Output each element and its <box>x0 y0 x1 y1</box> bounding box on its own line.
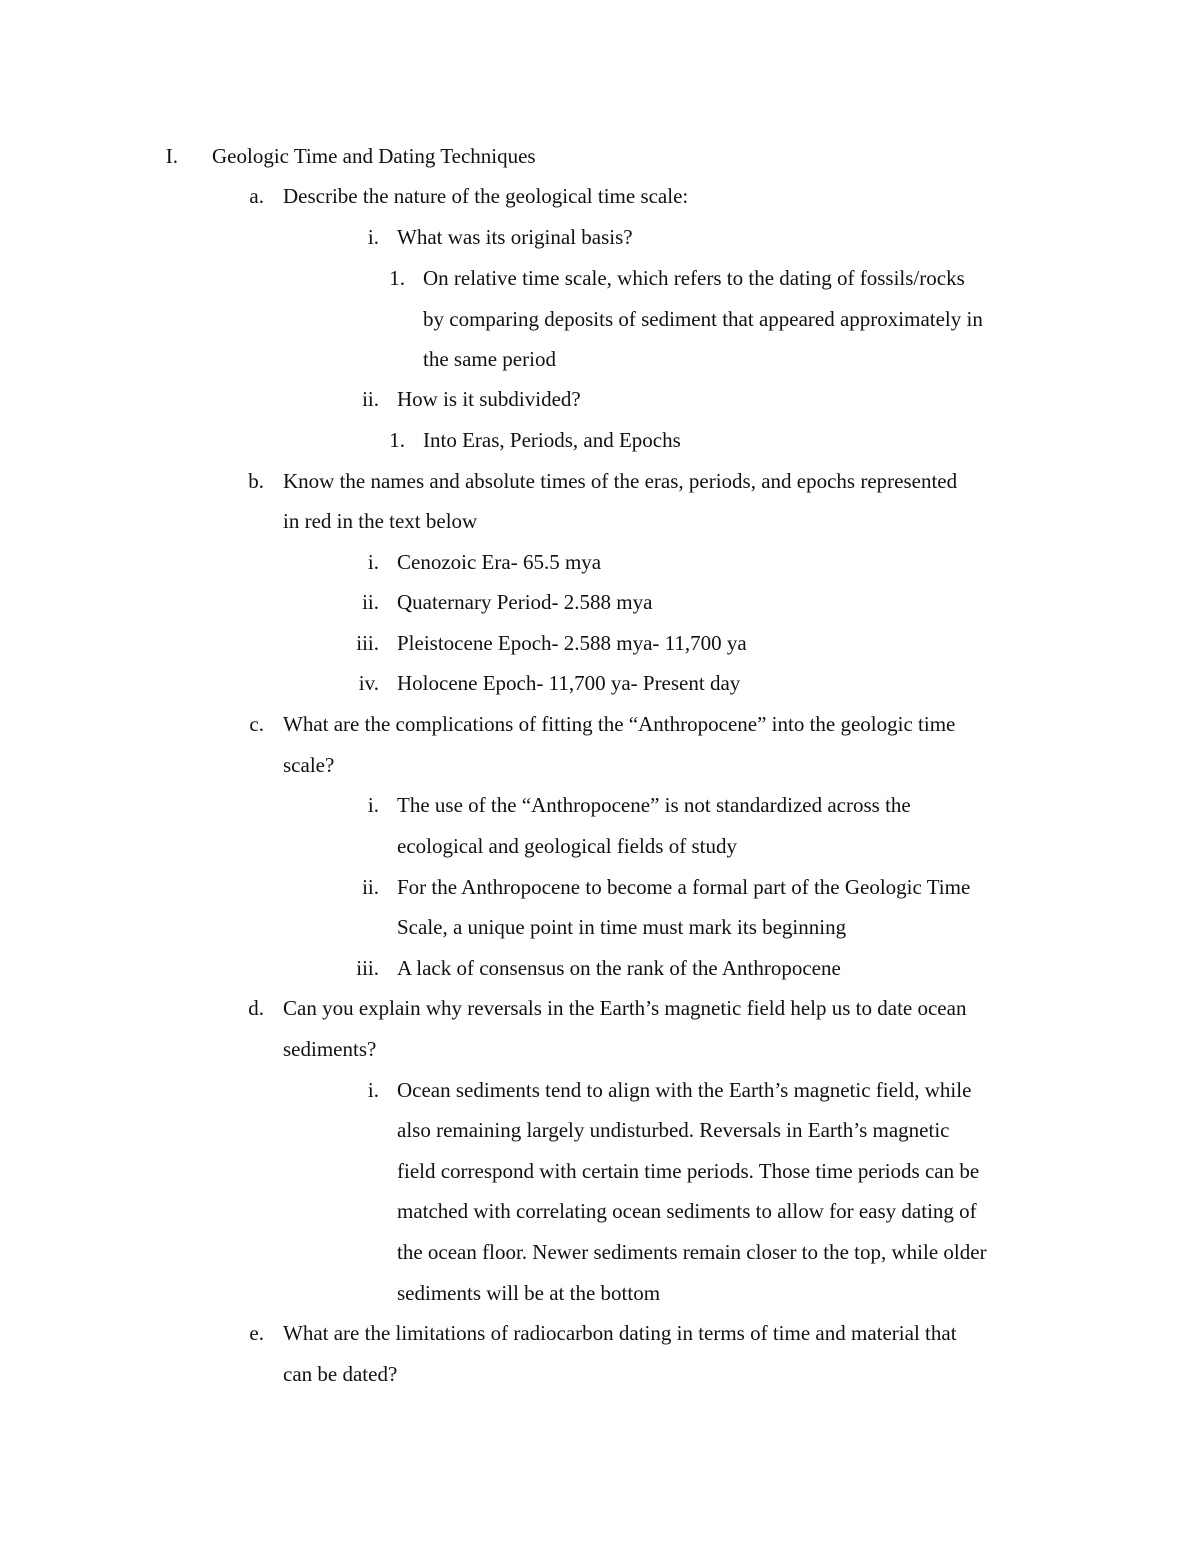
item-c-marker: c. <box>249 712 264 736</box>
item-a-i-answer-line: On relative time scale, which refers to the dating of fossils/rocks <box>423 266 965 290</box>
item-c-iii-marker: iii. <box>356 956 379 980</box>
item-d-i-line: field correspond with certain time periods. Those time periods can be <box>397 1159 980 1183</box>
item-e-marker: e. <box>249 1321 264 1345</box>
item-b-iv-marker: iv. <box>358 671 379 695</box>
item-a-i-answer-line: the same period <box>423 347 556 371</box>
item-a-i-marker: i. <box>367 225 379 249</box>
item-c-ii-line: For the Anthropocene to become a formal part of the Geologic Time <box>397 875 971 899</box>
item-d-marker: d. <box>248 996 264 1020</box>
item-b-line: Know the names and absolute times of the eras, periods, and epochs represented <box>283 469 958 493</box>
item-a-ii-answer: Into Eras, Periods, and Epochs <box>423 428 681 452</box>
item-c-iii-line: A lack of consensus on the rank of the Anthropocene <box>397 956 841 980</box>
item-a-i-answer-marker: 1. <box>389 266 405 290</box>
item-a-i-answer-line: by comparing deposits of sediment that appeared approximately in <box>423 307 983 331</box>
item-a-i-text: What was its original basis? <box>397 225 633 249</box>
item-e-line: can be dated? <box>283 1362 398 1386</box>
item-b-line: in red in the text below <box>283 509 478 533</box>
item-e-line: What are the limitations of radiocarbon dating in terms of time and material that <box>283 1321 957 1345</box>
item-b-ii-marker: ii. <box>362 590 379 614</box>
item-a-marker: a. <box>249 184 264 208</box>
item-b-iii-text: Pleistocene Epoch- 2.588 mya- 11,700 ya <box>397 631 747 655</box>
item-d-line: Can you explain why reversals in the Earth’s magnetic field help us to date ocean <box>283 996 967 1020</box>
item-c-i-line: ecological and geological fields of study <box>397 834 737 858</box>
item-d-i-line: the ocean floor. Newer sediments remain closer to the top, while older <box>397 1240 987 1264</box>
item-d-i-line: also remaining largely undisturbed. Reversals in Earth’s magnetic <box>397 1118 950 1142</box>
item-a-text: Describe the nature of the geological time scale: <box>283 184 689 208</box>
item-d-i-line: matched with correlating ocean sediments to allow for easy dating of <box>397 1199 977 1223</box>
item-d-line: sediments? <box>283 1037 377 1061</box>
item-c-ii-marker: ii. <box>362 875 379 899</box>
item-b-i-text: Cenozoic Era- 65.5 mya <box>397 550 602 574</box>
item-a-ii-text: How is it subdivided? <box>397 387 581 411</box>
item-c-line: scale? <box>283 753 335 777</box>
item-c-ii-line: Scale, a unique point in time must mark its beginning <box>397 915 847 939</box>
item-d-i-marker: i. <box>367 1078 379 1102</box>
section-title: Geologic Time and Dating Techniques <box>212 144 536 168</box>
item-a-ii-marker: ii. <box>362 387 379 411</box>
item-b-marker: b. <box>248 469 264 493</box>
item-a-ii-answer-marker: 1. <box>389 428 405 452</box>
item-b-iii-marker: iii. <box>356 631 379 655</box>
item-c-i-line: The use of the “Anthropocene” is not standardized across the <box>397 793 911 817</box>
item-c-i-marker: i. <box>367 793 379 817</box>
item-b-ii-text: Quaternary Period- 2.588 mya <box>397 590 653 614</box>
section-marker: I. <box>165 144 178 168</box>
item-c-line: What are the complications of fitting the “Anthropocene” into the geologic time <box>283 712 956 736</box>
item-b-iv-text: Holocene Epoch- 11,700 ya- Present day <box>397 671 741 695</box>
item-b-i-marker: i. <box>367 550 379 574</box>
item-d-i-line: Ocean sediments tend to align with the Earth’s magnetic field, while <box>397 1078 972 1102</box>
item-d-i-line: sediments will be at the bottom <box>397 1281 661 1305</box>
